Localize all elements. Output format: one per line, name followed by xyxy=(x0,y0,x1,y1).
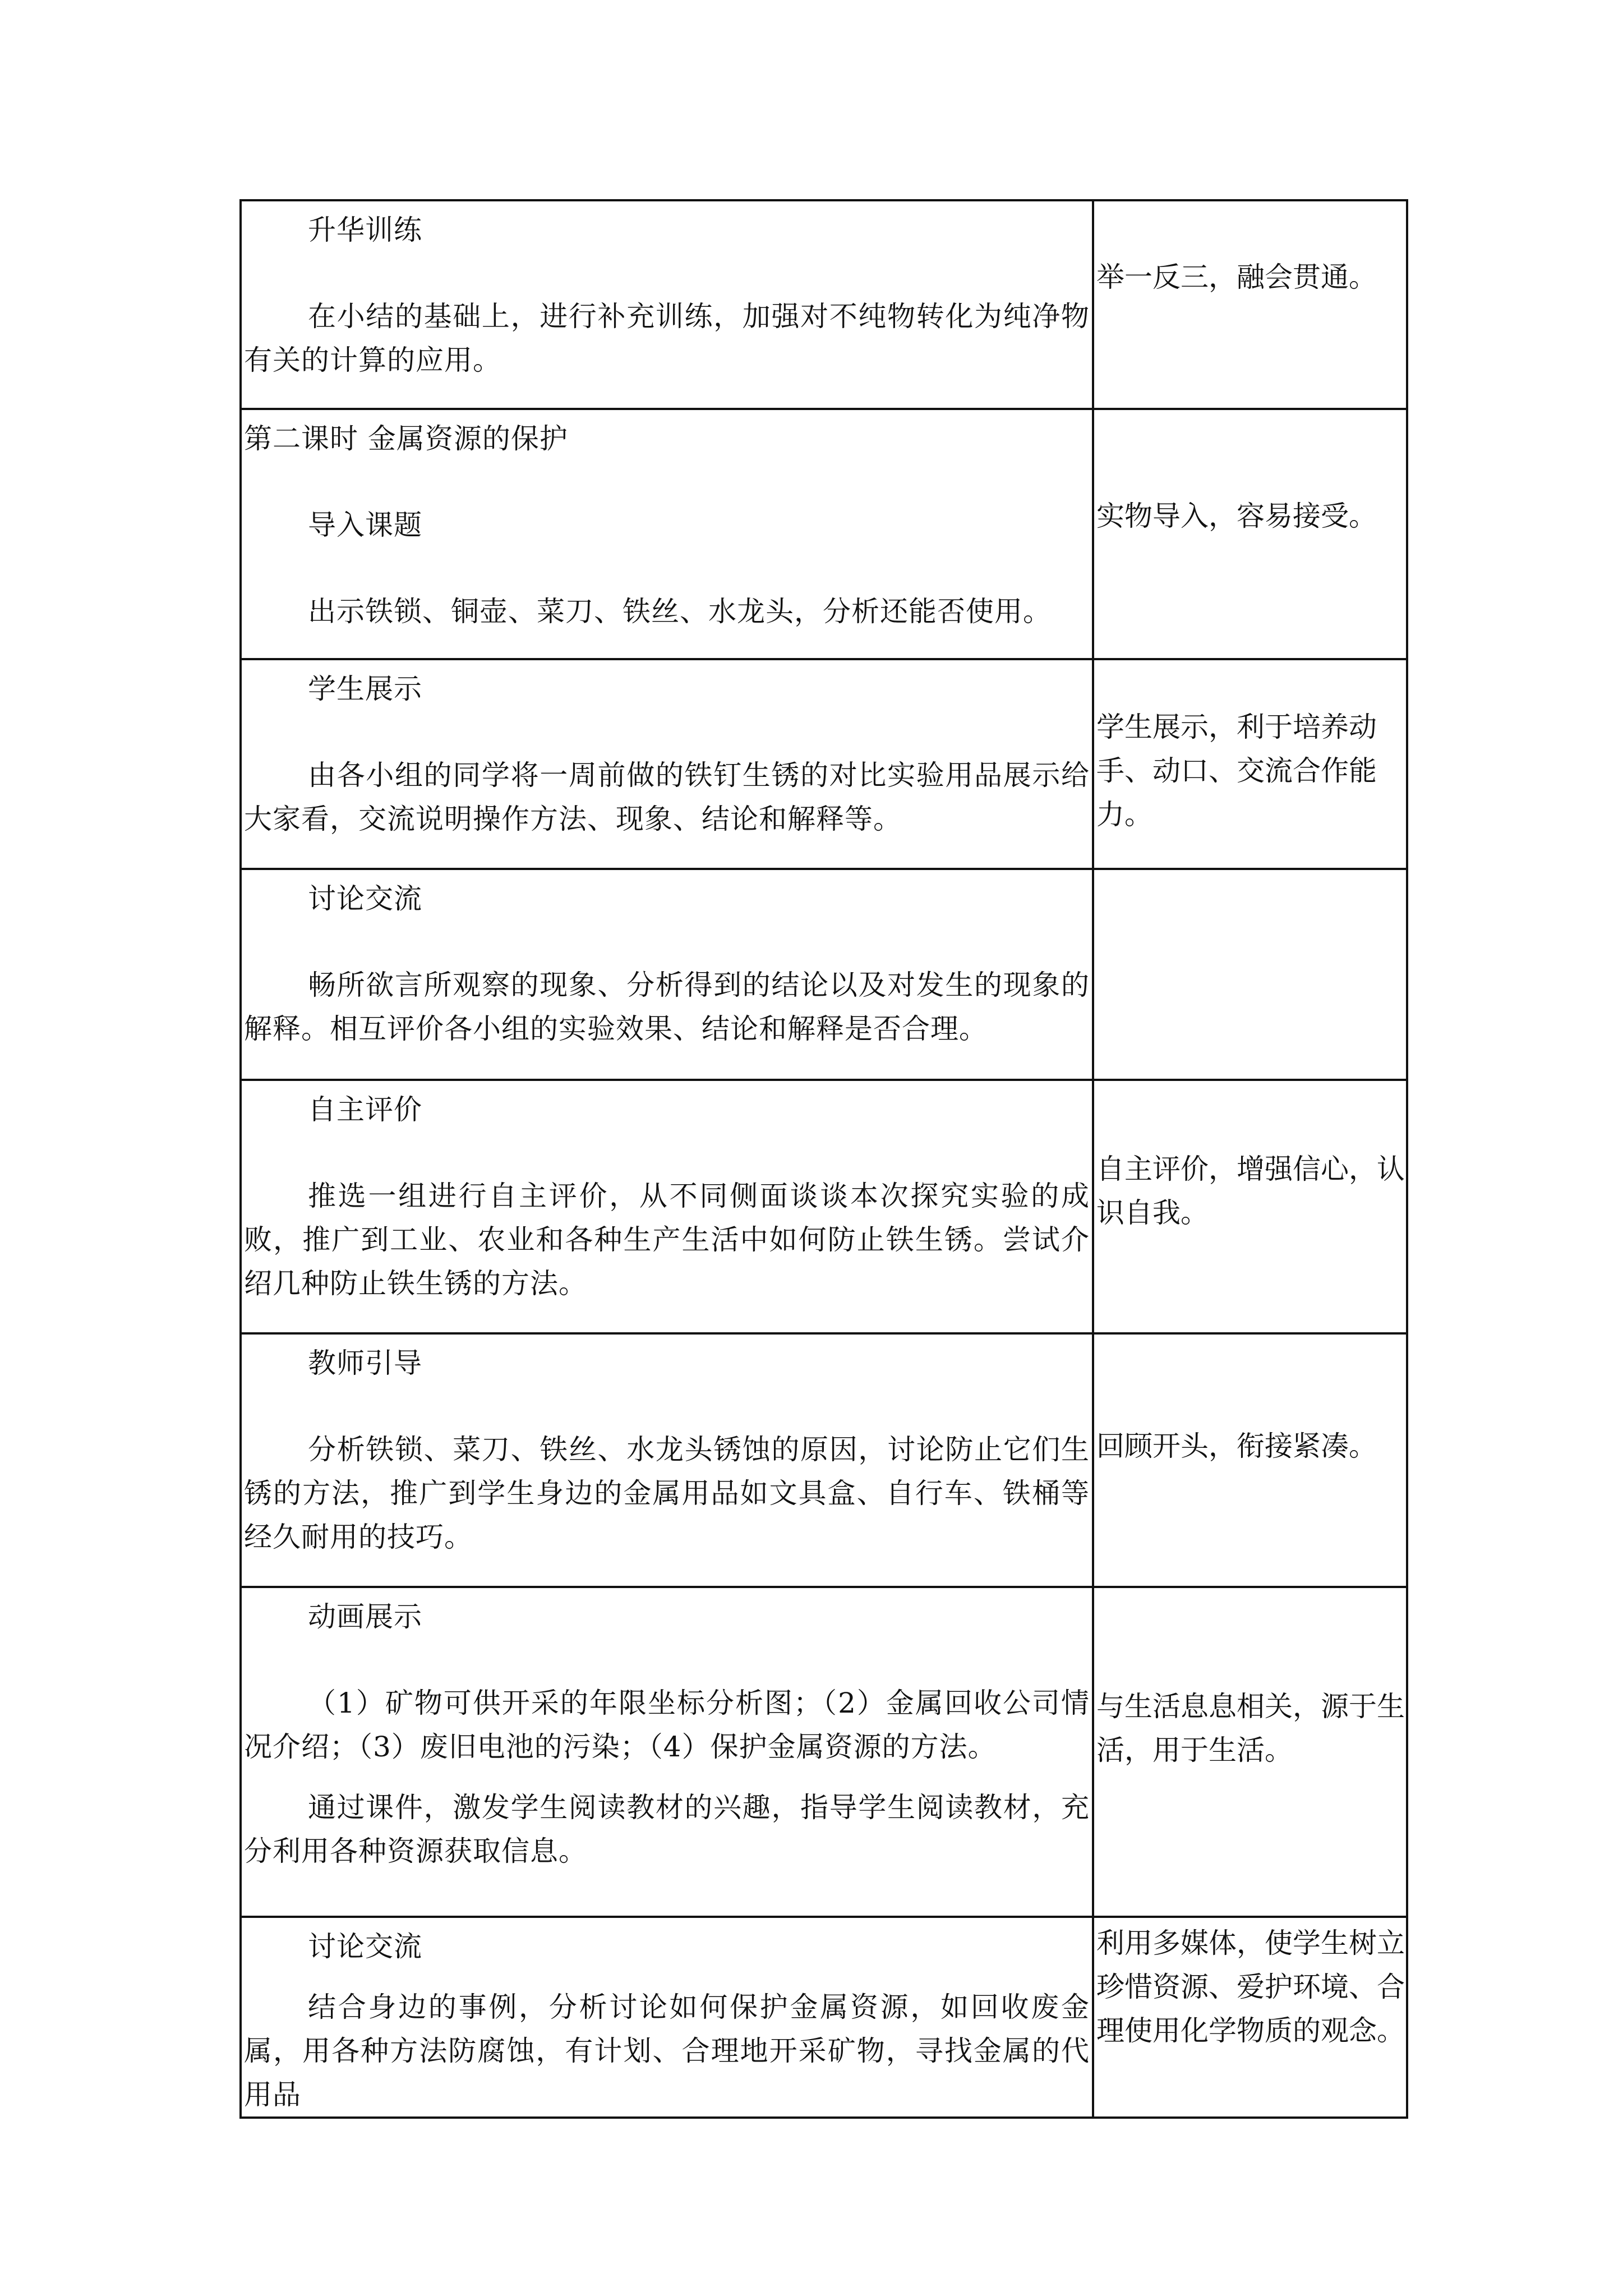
table-row xyxy=(241,869,1407,1080)
intent-note: 自主评价，增强信心，认识自我。 xyxy=(1096,1153,1405,1229)
intent-note: 利用多媒体，使学生树立珍惜资源、爱护环境、合理使用化学物质的观念。 xyxy=(1096,1927,1405,2047)
intent-note: 回顾开头，衔接紧凑。 xyxy=(1096,1430,1377,1462)
intent-note: 举一反三，融会贯通。 xyxy=(1096,261,1377,293)
table-row xyxy=(241,1917,1407,2118)
table-row xyxy=(241,1587,1407,1917)
activity-cell xyxy=(241,1080,1093,1333)
activity-heading: 讨论交流 xyxy=(308,882,422,915)
activity-cell xyxy=(241,869,1093,1080)
activity-description: 由各小组的同学将一周前做的铁钉生锈的对比实验用品展示给大家看，交流说明操作方法、现象、结论和解释等。 xyxy=(244,759,1090,835)
activity-heading: 动画展示 xyxy=(308,1600,422,1633)
activity-cell xyxy=(241,1587,1093,1917)
activity-description: 畅所欲言所观察的现象、分析得到的结论以及对发生的现象的解释。相互评价各小组的实验效果、结论和解释是否合理。 xyxy=(244,969,1090,1045)
table-row xyxy=(241,1080,1407,1333)
table-row xyxy=(241,659,1407,869)
intent-cell xyxy=(1093,1917,1407,2118)
intent-note: 学生展示，利于培养动手、动口、交流合作能力。 xyxy=(1096,711,1377,831)
activity-description: 通过课件，激发学生阅读教材的兴趣，指导学生阅读教材，充分利用各种资源获取信息。 xyxy=(244,1791,1090,1867)
activity-heading: 讨论交流 xyxy=(308,1930,422,1963)
activity-description: 推选一组进行自主评价，从不同侧面谈谈本次探究实验的成败，推广到工业、农业和各种生产生活中如何防止铁生锈。尝试介绍几种防止铁生锈的方法。 xyxy=(244,1180,1090,1300)
activity-cell xyxy=(241,1333,1093,1587)
activity-cell xyxy=(241,659,1093,869)
intent-cell xyxy=(1093,1333,1407,1587)
intent-cell xyxy=(1093,1080,1407,1333)
intent-note: 实物导入，容易接受。 xyxy=(1096,500,1377,532)
intent-cell xyxy=(1093,869,1407,1080)
lesson-plan-table xyxy=(239,199,1408,2119)
intent-cell xyxy=(1093,659,1407,869)
intent-cell xyxy=(1093,1587,1407,1917)
activity-heading: 导入课题 xyxy=(308,509,422,541)
table-row xyxy=(241,409,1407,659)
intent-note: 与生活息息相关，源于生活，用于生活。 xyxy=(1096,1690,1405,1766)
activity-cell xyxy=(241,1917,1093,2118)
section-title: 第二课时 金属资源的保护 xyxy=(244,422,568,455)
table-row xyxy=(241,200,1407,409)
intent-cell xyxy=(1093,409,1407,659)
activity-description: （1）矿物可供开采的年限坐标分析图；（2）金属回收公司情况介绍；（3）废旧电池的污染；（4）保护金属资源的方法。 xyxy=(244,1687,1090,1763)
activity-heading: 自主评价 xyxy=(308,1093,422,1126)
activity-heading: 升华训练 xyxy=(308,214,422,246)
activity-cell xyxy=(241,200,1093,409)
activity-description: 结合身边的事例，分析讨论如何保护金属资源，如回收废金属，用各种方法防腐蚀，有计划、合理地开采矿物，寻找金属的代用品 xyxy=(244,1991,1090,2111)
activity-description: 在小结的基础上，进行补充训练，加强对不纯物转化为纯净物有关的计算的应用。 xyxy=(244,300,1090,376)
activity-cell xyxy=(241,409,1093,659)
activity-heading: 学生展示 xyxy=(308,673,422,705)
activity-description: 分析铁锁、菜刀、铁丝、水龙头锈蚀的原因，讨论防止它们生锈的方法，推广到学生身边的金属用品如文具盒、自行车、铁桶等经久耐用的技巧。 xyxy=(244,1433,1090,1553)
table-row xyxy=(241,1333,1407,1587)
activity-heading: 教师引导 xyxy=(308,1347,422,1379)
intent-cell xyxy=(1093,200,1407,409)
activity-description: 出示铁锁、铜壶、菜刀、铁丝、水龙头，分析还能否使用。 xyxy=(308,595,1052,628)
